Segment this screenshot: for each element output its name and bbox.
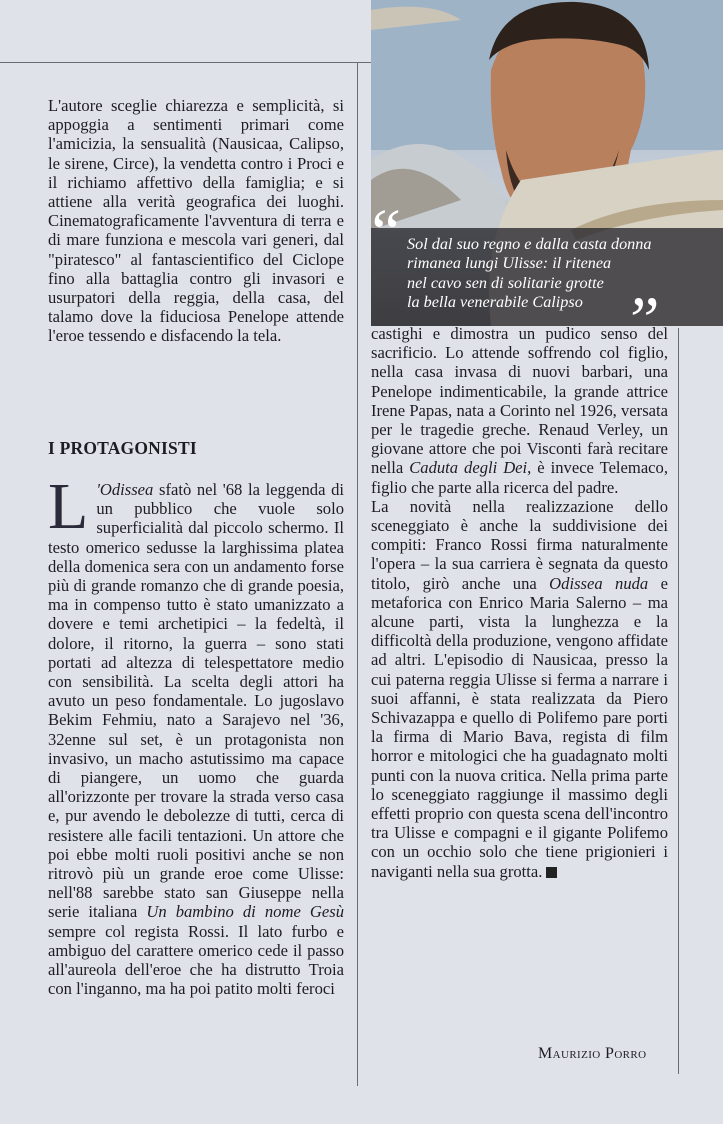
body-text: e metaforica con Enrico Maria Salerno – ma alcune parti, vista la lunghezza e la difficoltà della produzione, vengono affidate ad altri. L'episodio di Nausicaa, presso la cui paterna reggia Ulisse si ferma a narrare i suoi affanni, è stata realizzata da Piero Schivazappa e quello di Polifemo pare porti la firma di Mario Bava, regista di film horror e mitologici che ha guadagnato molti punti con la nuova critica. Nella prima parte lo sceneggiato raggiunge il massimo degli effetti proprio con questa scena dell'incontro tra Ulisse e compagni e il gigante Polifemo con un occhio solo che tiene prigionieri i naviganti nella sua grotta. — [371, 573, 669, 881]
italic-title: 'Odissea — [96, 480, 154, 499]
section-heading: I PROTAGONISTI — [48, 438, 197, 458]
right-rule — [678, 328, 679, 1074]
dropcap: L — [48, 470, 89, 543]
left-body-paragraph — [48, 470, 344, 999]
right-paragraph-1 — [371, 324, 668, 497]
column-divider — [357, 62, 358, 1086]
quote-line: Sol dal suo regno e dalla casta donna — [407, 235, 652, 253]
quote-line: la bella venerabile Calipso — [407, 293, 583, 312]
right-column — [371, 324, 668, 881]
italic-title: Un bambino di nome Gesù — [146, 902, 344, 922]
italic-title: Caduta degli Dei — [409, 458, 528, 478]
body-text: , è invece Telemaco, figlio che parte alla ricerca del padre. — [371, 458, 668, 497]
close-quote-mark: ” — [623, 284, 660, 357]
end-mark — [546, 867, 557, 878]
pull-quote — [407, 235, 707, 313]
intro-paragraph: L'autore sceglie chiarezza e semplicità, si appoggia a sentimenti primari come l'amicizia, la sensualità (Nausicaa, Calipso, le sirene, Circe), la vendetta contro i Proci e il richiamo affettivo della famiglia; e si attiene alla verità geografica dei luoghi. Cinematograficamente l'avventura di terra e di mare funziona e mescola vari generi, dal "piratesco" al fantascientifico del Ciclope fino alla battaglia contro gli invasori e usurpatori della reggia, della casa, del talamo dove la fiduciosa Penelope attende l'eroe tessendo e disfacendo la tela. — [48, 96, 344, 346]
body-text: sfatò nel '68 la leggenda di un pubblico che vuole solo superficialità dal piccolo schermo. Il testo omerico sedusse la larghissima platea della domenica sera con un andamento forse più di grande romanzo che di grande poesia, ma in compenso tutto è stato umanizzato a dovere e temi archetipici – la fedeltà, il dolore, il ritorno, la guerra – sono stati portati ad altezza di telespettatore medio con sensibilità. La scelta degli attori ha avuto un peso fondamentale. Lo jugoslavo Bekim Fehmiu, nato a Sarajevo nel '36, 32enne sul set, è un protagonista non invasivo, un macho astutissimo ma capace di piangere, un uomo che guarda all'orizzonte per trovare la strada verso casa e, pur avendo le debolezze di tutti, cerca di resistere alle facili tentazioni. Un attore che poi ebbe molti ruoli positivi anche se non ritrovò più un grande eroe come Ulisse: nell'88 sarebbe stato san Giuseppe nella serie italiana — [48, 480, 344, 922]
body-text: sempre col regista Rossi. Il lato furbo e ambiguo del carattere omerico cede il passo all'aureola dell'eroe che ha distrutto Troia con l'inganno, ma ha poi patito molti feroci — [48, 921, 344, 999]
author-byline: Maurizio Porro — [538, 1045, 647, 1062]
open-quote-mark: “ — [365, 196, 402, 269]
top-rule — [0, 62, 372, 63]
body-text: castighi e dimostra un pudico senso del sacrificio. Lo attende soffrendo col figlio, nella casa invasa di nuovi barbari, una Penelope indimenticabile, la grande attrice Irene Papas, nata a Corinto nel 1926, versata per le tragedie greche. Renaud Verley, un giovane attore che poi Visconti farà recitare nella — [371, 324, 668, 478]
body-text: La novità nella realizzazione dello sceneggiato è anche la suddivisione dei compiti: Franco Rossi firma naturalmente l'opera – la sua carriera è segnata da questo titolo, girò anche una — [371, 496, 668, 593]
quote-line: nel cavo sen di solitarie grotte — [407, 273, 604, 292]
ulisse-photo — [365, 0, 723, 357]
italic-title: Odissea nuda — [549, 573, 649, 593]
right-paragraph-2 — [371, 497, 668, 881]
quote-line: rimanea lungi Ulisse: il ritenea — [407, 254, 612, 273]
